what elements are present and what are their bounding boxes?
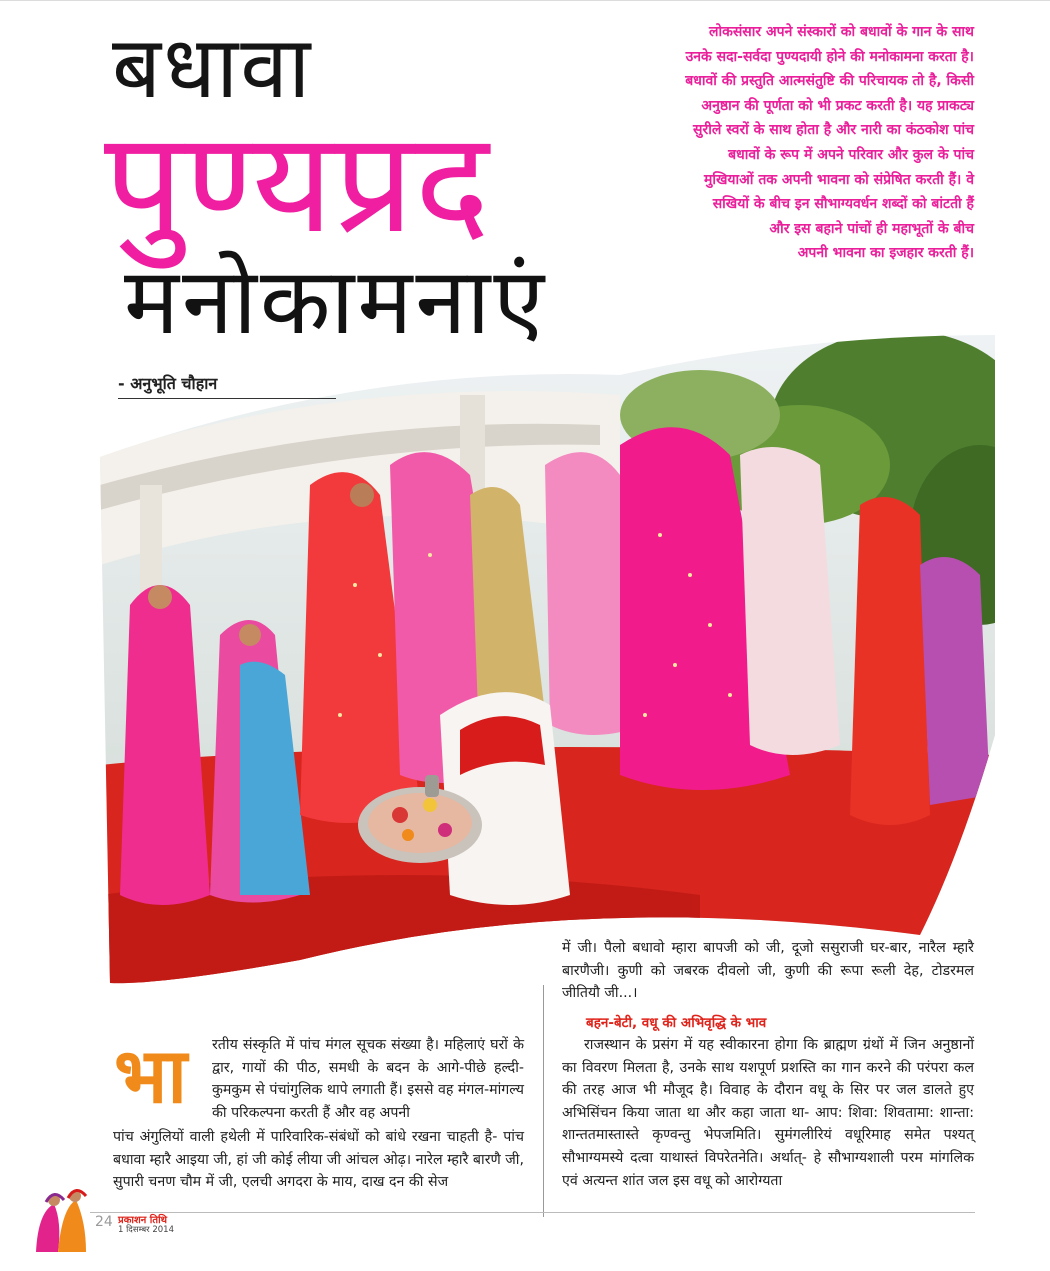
headline — [0, 0, 690, 380]
intro-line: और इस बहाने पांचों ही महाभूतों के बीच — [769, 220, 974, 237]
intro-line: मुखियाओं तक अपनी भावना को संप्रेषित करती हैं। वे — [703, 171, 974, 188]
paragraph: राजस्थान के प्रसंग में यह स्वीकारना होगा कि ब्राह्मण ग्रंथों में जिन अनुष्ठानों का विवरण मिलता है, उनके साथ यशपूर्ण प्रशस्ति का गान करने की परंपरा कल की तरह आज भी मौजूद है। विवाह के दौरान वधू के सिर पर जल डालते हुए अभिसिंचन किया जाता था और कहा जाता था- आप: शिवा: शिवतामा: शान्ता: शान्ततमास्तास्ते कृण्वन्तु भेपजमिति। सुमंगलीरियं वधूरिमाह समेत पश्यत् सौभाग्यमस्ये दत्वा याथास्तं विपरेतनेति। अर्थात्- हे सौभाग्यशाली परम मांगलिक एवं अत्यन्त शांत जल इस वधू को आरोग्यता — [562, 1037, 974, 1189]
intro-blurb — [596, 20, 974, 266]
article-column-left-top — [212, 1034, 524, 1124]
intro-line: बधावों के रूप में अपने परिवार और कुल के पांच — [728, 146, 974, 163]
byline-rule — [118, 398, 336, 399]
paragraph: रतीय संस्कृति में पांच मंगल सूचक संख्या है। महिलाएं घरों के द्वार, गायों की पीठ, समधी के बदन के आगे-पीछे हल्दी-कुमकुम से पंचांगुलिक थापे लगाती हैं। इससे वह मंगल-मांगल्य की परिकल्पना करती हैं और वह अपनी — [212, 1037, 524, 1121]
drop-cap: भा — [114, 1031, 188, 1120]
article-column-right-bottom — [562, 1034, 974, 1192]
intro-line: सखियों के बीच इन सौभाग्यवर्धन शब्दों को बांटती हैं — [712, 196, 974, 213]
intro-line: लोकसंसार अपने संस्कारों को बधावों के गान के साथ — [708, 24, 974, 40]
intro-line: बधावों की प्रस्तुति आत्मसंतुष्टि की परिचायक तो है, किसी — [685, 73, 974, 90]
wedding-photo — [100, 335, 995, 990]
article-column-left-bottom — [113, 1126, 524, 1194]
publication-label: प्रकाशन तिथि — [118, 1215, 168, 1226]
paragraph: पांच अंगुलियों वाली हथेली में पारिवारिक-संबंधों को बांधे रखना चाहती है- पांच बधावा म्हारै आइया जी, हां जी कोई लीया जी आंचल ओढ़। नारेल म्हारै बारणै जी, सुपारी चनण चौम में जी, एलची अगदरा के माय, दाख दन की सेज — [113, 1129, 524, 1191]
headline-line-1: बधावा — [112, 18, 313, 118]
page-number: 24 — [95, 1214, 113, 1230]
headline-line-2: पुण्यप्रद — [104, 102, 491, 265]
intro-line: सुरीले स्वरों के साथ होता है और नारी का कंठकोश पांच — [693, 122, 974, 139]
column-divider — [543, 985, 544, 1217]
intro-line: अपनी भावना का इजहार करती हैं। — [797, 245, 974, 262]
article-column-right-top — [562, 937, 974, 1005]
headline-line-3: मनोकामनाएं — [124, 248, 548, 355]
byline: - अनुभूति चौहान — [118, 374, 218, 393]
intro-line: उनके सदा-सर्वदा पुण्यदायी होने की मनोकामना करता है। — [685, 48, 974, 65]
magazine-logo-icon — [28, 1182, 94, 1258]
paragraph: में जी। पैलो बधावो म्हारा बापजी को जी, दूजो ससुराजी घर-बार, नारैल म्हारै बारणैजी। कुणी को जबरक दीवलो जी, कुणी की रूपा रूली देह, टोडरमल जीतियौ जी...। — [562, 940, 974, 1002]
intro-line: अनुष्ठान की पूर्णता को भी प्रकट करती है। यह प्राकट्य — [701, 97, 974, 114]
section-subheading: बहन-बेटी, वधू की अभिवृद्धि के भाव — [586, 1015, 767, 1031]
publication-date: 1 दिसम्बर 2014 — [118, 1225, 174, 1235]
footer-rule — [90, 1212, 975, 1213]
